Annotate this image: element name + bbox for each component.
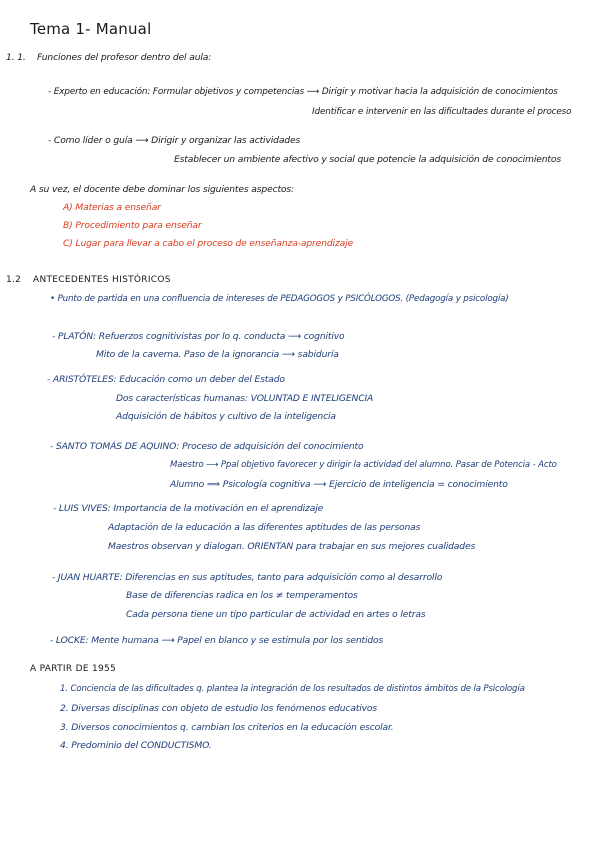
note-line: - Como líder o guía ⟶ Dirigir y organizar las actividades — [48, 135, 301, 146]
author-line: - LUIS VIVES: Importancia de la motivación en el aprendizaje — [53, 503, 324, 514]
note-line: Establecer un ambiente afectivo y social que potencie la adquisición de conocimientos — [174, 154, 561, 165]
history-intro: • Punto de partida en una confluencia de intereses de PEDAGOGOS y PSICÓLOGOS. (Pedagogía y psicología) — [50, 294, 509, 304]
author-line: - PLATÓN: Refuerzos cognitivistas por lo q. conducta ⟶ cognitivo — [52, 331, 345, 342]
author-line: Adquisición de hábitos y cultivo de la inteligencia — [116, 411, 336, 422]
section-heading: Funciones del profesor dentro del aula: — [37, 52, 212, 63]
author-line: - JUAN HUARTE: Diferencias en sus aptitudes, tanto para adquisición como al desarrollo — [52, 572, 443, 583]
aspect-item: A) Materias a enseñar — [63, 202, 161, 213]
author-line: Base de diferencias radica en los ≠ temperamentos — [126, 590, 358, 601]
aspect-item: C) Lugar para llevar a cabo el proceso de enseñanza-aprendizaje — [63, 238, 353, 249]
section-number: 1. 1. — [6, 52, 26, 63]
list-item: 3. Diversos conocimientos q. cambian los criterios en la educación escolar. — [60, 722, 394, 733]
author-line: Adaptación de la educación a las diferentes aptitudes de las personas — [108, 522, 421, 533]
aspects-intro: A su vez, el docente debe dominar los siguientes aspectos: — [30, 184, 294, 195]
list-item: 2. Diversas disciplinas con objeto de estudio los fenómenos educativos — [60, 703, 378, 714]
author-line: Alumno ⟹ Psicología cognitiva ⟶ Ejercicio de inteligencia = conocimiento — [170, 479, 508, 490]
list-item: 4. Predominio del CONDUCTISMO. — [60, 740, 212, 751]
author-line: Maestro ⟶ Ppal objetivo favorecer y dirigir la actividad del alumno. Pasar de Potencia - Acto — [170, 460, 557, 470]
section-heading: A PARTIR DE 1955 — [30, 664, 117, 674]
list-item: 1. Conciencia de las dificultades q. plantea la integración de los resultados de distintos ámbitos de la Psicología — [60, 684, 525, 694]
author-line: - ARISTÓTELES: Educación como un deber del Estado — [47, 374, 285, 385]
section-heading: ANTECEDENTES HISTÓRICOS — [33, 275, 171, 285]
author-line: Mito de la caverna. Paso de la ignorancia ⟶ sabiduría — [96, 349, 339, 360]
note-line: - Experto en educación: Formular objetivos y competencias ⟶ Dirigir y motivar hacia la adquisición de conocimientos — [48, 87, 558, 97]
section-number: 1.2 — [6, 275, 22, 285]
author-line: Cada persona tiene un tipo particular de actividad en artes o letras — [126, 609, 426, 620]
page-title: Tema 1- Manual — [30, 20, 152, 38]
author-line: - LOCKE: Mente humana ⟶ Papel en blanco y se estimula por los sentidos — [50, 635, 384, 646]
note-line: Identificar e intervenir en las dificultades durante el proceso — [312, 107, 572, 117]
author-line: - SANTO TOMÁS DE AQUINO: Proceso de adquisición del conocimiento — [50, 441, 364, 452]
author-line: Maestros observan y dialogan. ORIENTAN para trabajar en sus mejores cualidades — [108, 541, 476, 552]
aspect-item: B) Procedimiento para enseñar — [63, 220, 202, 231]
author-line: Dos características humanas: VOLUNTAD E INTELIGENCIA — [116, 393, 374, 404]
